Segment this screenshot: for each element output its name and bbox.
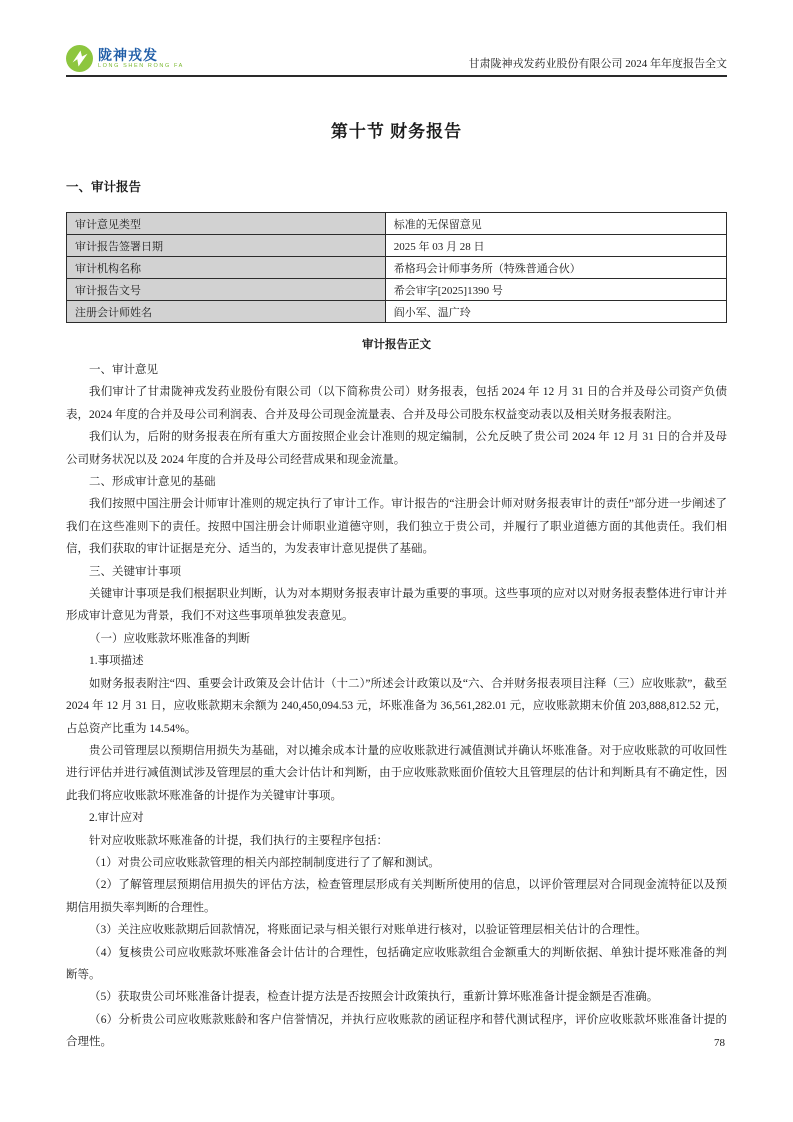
paragraph: （一）应收账款坏账准备的判断 (89, 632, 250, 645)
row-value-cell: 标准的无保留意见 (385, 213, 726, 235)
table-row (67, 279, 727, 301)
logo-text-block (98, 48, 184, 70)
table-row (67, 213, 727, 235)
page-header (66, 44, 727, 77)
document-title: 甘肃陇神戎发药业股份有限公司 2024 年年度报告全文 (468, 58, 727, 70)
row-value-cell: 希格玛会计师事务所（特殊普通合伙） (385, 257, 726, 279)
paragraph: 三、关键审计事项 (89, 565, 181, 578)
paragraph: 如财务报表附注“四、重要会计政策及会计估计（十二）”所述会计政策以及“六、合并财务报表项目注释（三）应收账款”，截至 2024 年 12 月 31 日，应收账款期末余额为 240,450,094.53 元，坏账准备为 36,561,282.01 元，应收账款期末价值 203,888,812.52 元，占总资产比重为 14.54%。 (66, 677, 727, 735)
report-body-title: 审计报告正文 (362, 339, 431, 351)
report-body (66, 359, 727, 1054)
row-label-cell: 审计机构名称 (67, 257, 386, 279)
table-row (67, 235, 727, 257)
paragraph: 我们按照中国注册会计师审计准则的规定执行了审计工作。审计报告的“注册会计师对财务报表审计的责任”部分进一步阐述了我们在这些准则下的责任。按照中国注册会计师职业道德守则，我们独立于贵公司，并履行了职业道德方面的其他责任。我们相信，我们获取的审计证据是充分、适当的，为发表审计意见提供了基础。 (66, 498, 727, 556)
row-value-cell: 希会审字[2025]1390 号 (385, 279, 726, 301)
table-row (67, 301, 727, 323)
paragraph: （3）关注应收账款期后回款情况，将账面记录与相关银行对账单进行核对，以验证管理层相关估计的合理性。 (89, 924, 647, 937)
row-label-cell: 审计意见类型 (67, 213, 386, 235)
paragraph: 1.事项描述 (89, 655, 144, 668)
table-row (67, 257, 727, 279)
brand-name-en: LONG SHEN RONG FA (98, 63, 184, 69)
company-logo (66, 45, 184, 72)
paragraph: 贵公司管理层以预期信用损失为基础，对以摊余成本计量的应收账款进行减值测试并确认坏账准备。对于应收账款的可收回性进行评估并进行减值测试涉及管理层的重大会计估计和判断，由于应收账款账面价值较大且管理层的估计和判断具有不确定性，因此我们将应收账款坏账准备的计提作为关键审计事项。 (66, 744, 727, 802)
paragraph: （4）复核贵公司应收账款坏账准备会计估计的合理性，包括确定应收账款组合金额重大的判断依据、单独计提坏账准备的判断等。 (66, 946, 727, 981)
page-content (66, 80, 727, 1054)
paragraph: 一、审计意见 (89, 364, 158, 376)
row-label-cell: 审计报告签署日期 (67, 235, 386, 257)
paragraph: （5）获取贵公司坏账准备计提表，检查计提方法是否按照会计政策执行，重新计算坏账准备计提金额是否准确。 (89, 991, 659, 1004)
paragraph: 针对应收账款坏账准备的计提，我们执行的主要程序包括： (89, 834, 388, 847)
paragraph: 2.审计应对 (89, 812, 144, 825)
row-label-cell: 注册会计师姓名 (67, 301, 386, 323)
audit-report-heading: 一、审计报告 (66, 180, 142, 194)
paragraph: （1）对贵公司应收账款管理的相关内部控制制度进行了了解和测试。 (89, 856, 440, 869)
audit-info-table (66, 212, 727, 323)
row-value-cell: 2025 年 03 月 28 日 (385, 235, 726, 257)
paragraph: （2）了解管理层预期信用损失的评估方法，检查管理层形成有关判断所使用的信息，以评价管理层对合同现金流特征以及预期信用损失率判断的合理性。 (66, 879, 727, 914)
logo-bird-icon (66, 45, 93, 72)
paragraph: 关键审计事项是我们根据职业判断，认为对本期财务报表审计最为重要的事项。这些事项的应对以对财务报表整体进行审计并形成审计意见为背景，我们不对这些事项单独发表意见。 (66, 588, 727, 623)
page-number: 78 (714, 1037, 725, 1049)
paragraph: 二、形成审计意见的基础 (89, 476, 216, 489)
section-title: 第十节 财务报告 (330, 122, 463, 141)
row-value-cell: 阎小军、温广玲 (385, 301, 726, 323)
row-label-cell: 审计报告文号 (67, 279, 386, 301)
paragraph: 我们审计了甘肃陇神戎发药业股份有限公司（以下简称贵公司）财务报表，包括 2024 年 12 月 31 日的合并及母公司资产负债表，2024 年度的合并及母公司利润表、合并及母公司现金流量表、合并及母公司股东权益变动表以及相关财务报表附注。 (66, 386, 727, 421)
paragraph: （6）分析贵公司应收账款账龄和客户信誉情况，并执行应收账款的函证程序和替代测试程序，评价应收账款坏账准备计提的合理性。 (66, 1013, 727, 1049)
paragraph: 我们认为，后附的财务报表在所有重大方面按照企业会计准则的规定编制，公允反映了贵公司 2024 年 12 月 31 日的合并及母公司财务状况以及 2024 年度的合并及母公司经营成果和现金流量。 (66, 431, 727, 466)
brand-name-cn: 陇神戎发 (98, 46, 158, 63)
